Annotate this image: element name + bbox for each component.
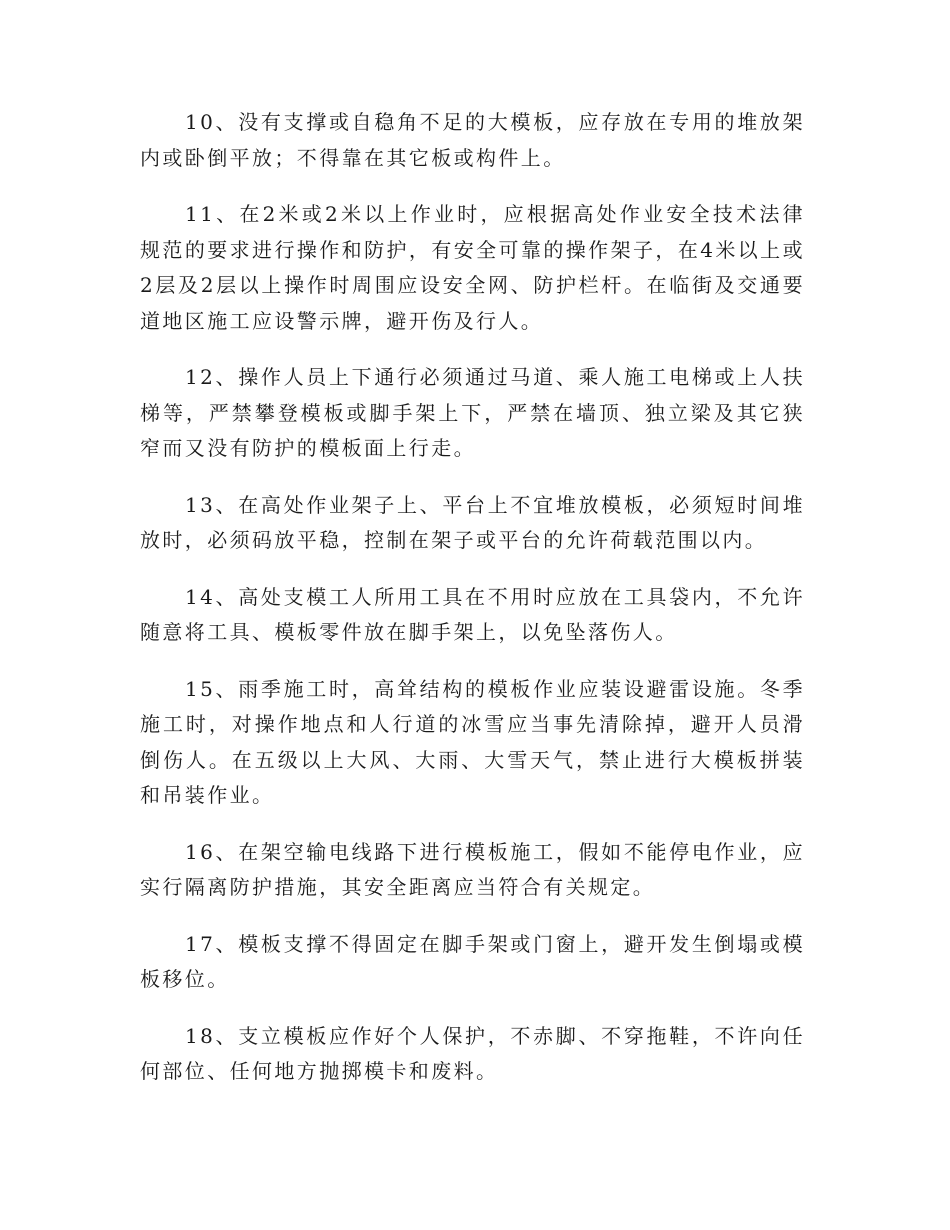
document-body	[140, 105, 805, 1111]
paragraph-item-15: 15、雨季施工时，高耸结构的模板作业应装设避雷设施。冬季施工时，对操作地点和人行道的冰雪应当事先清除掉，避开人员滑倒伤人。在五级以上大风、大雨、大雪天气，禁止进行大模板拼装和吊装作业。	[140, 676, 805, 807]
paragraph-item-17: 17、模板支撑不得固定在脚手架或门窗上，避开发生倒塌或模板移位。	[140, 931, 805, 991]
paragraph-item-14: 14、高处支模工人所用工具在不用时应放在工具袋内，不允许随意将工具、模板零件放在脚手架上，以免坠落伤人。	[140, 584, 805, 644]
paragraph-item-11: 11、在2米或2米以上作业时，应根据高处作业安全技术法律规范的要求进行操作和防护，有安全可靠的操作架子，在4米以上或2层及2层以上操作时周围应设安全网、防护栏杆。在临街及交通要道地区施工应设警示牌，避开伤及行人。	[140, 202, 805, 333]
paragraph-item-16: 16、在架空输电线路下进行模板施工，假如不能停电作业，应实行隔离防护措施，其安全距离应当符合有关规定。	[140, 839, 805, 899]
paragraph-item-13: 13、在高处作业架子上、平台上不宜堆放模板，必须短时间堆放时，必须码放平稳，控制在架子或平台的允许荷载范围以内。	[140, 492, 805, 552]
paragraph-item-10: 10、没有支撑或自稳角不足的大模板，应存放在专用的堆放架内或卧倒平放；不得靠在其它板或构件上。	[140, 110, 805, 170]
paragraph-item-12: 12、操作人员上下通行必须通过马道、乘人施工电梯或上人扶梯等，严禁攀登模板或脚手架上下，严禁在墙顶、独立梁及其它狭窄而又没有防护的模板面上行走。	[140, 365, 805, 460]
paragraph-item-18: 18、支立模板应作好个人保护，不赤脚、不穿拖鞋，不许向任何部位、任何地方抛掷模卡和废料。	[140, 1023, 805, 1083]
